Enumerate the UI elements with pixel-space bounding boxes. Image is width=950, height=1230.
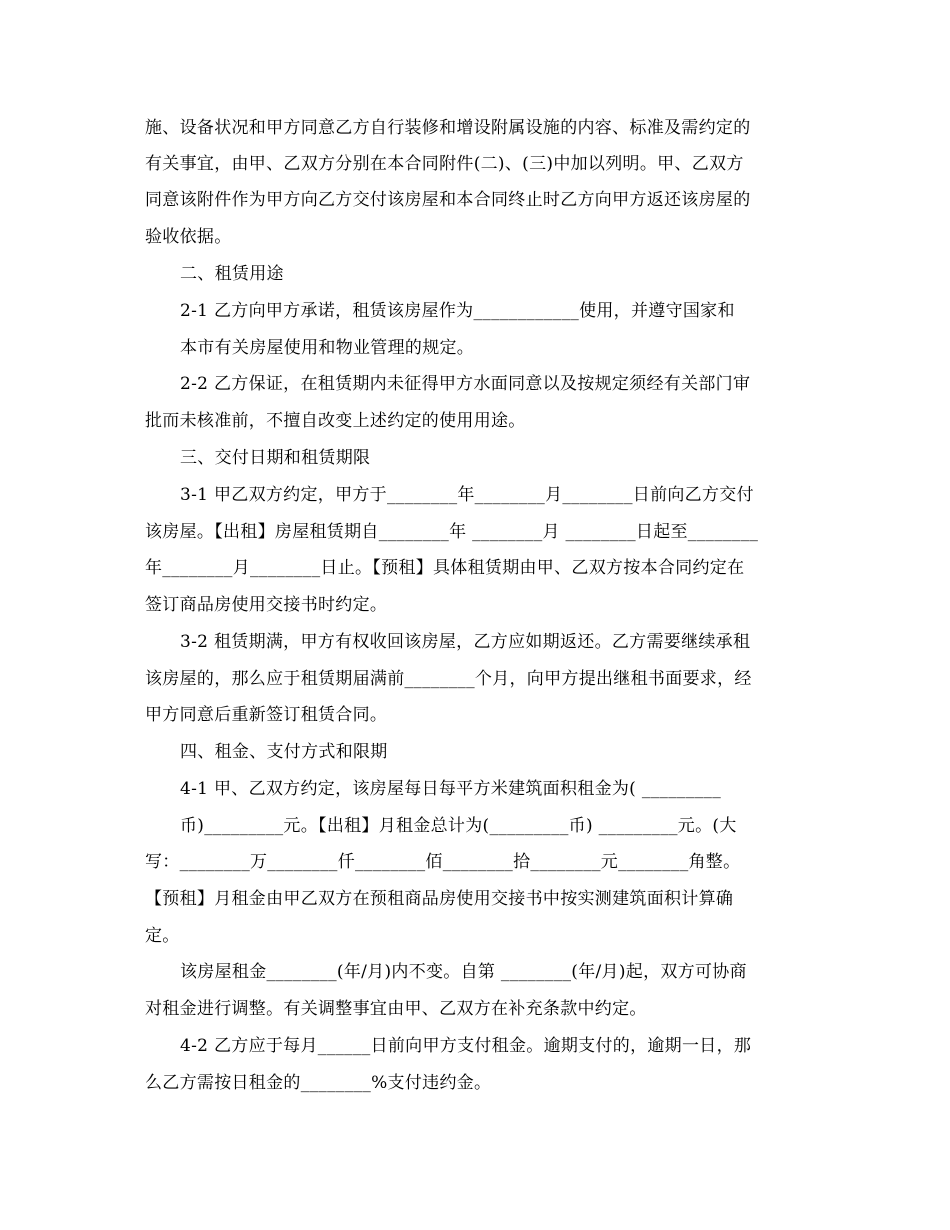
text-line: 3-1 甲乙双方约定，甲方于________年________月________日前向乙方交付 (180, 485, 754, 505)
text-line: 该房屋租金________(年/月)内不变。自第 ________(年/月)起，双方可协商 (180, 962, 747, 982)
text-line: 对租金进行调整。有关调整事宜由甲、乙双方在补充条款中约定。 (145, 999, 647, 1019)
text-line: 施、设备状况和甲方同意乙方自行装修和增设附属设施的内容、标准及需约定的 (145, 118, 751, 138)
text-line: 币)_________元。【出租】月租金总计为(_________币) _________元。(大 (180, 816, 737, 836)
text-line: 批而未核准前，不擅自改变上述约定的使用用途。 (145, 411, 526, 431)
text-line: 4-1 甲、乙双方约定，该房屋每日每平方米建筑面积租金为( _________ (180, 779, 722, 799)
text-line: 2-1 乙方向甲方承诺，租赁该房屋作为____________使用，并遵守国家和 (180, 301, 735, 321)
text-line: 4-2 乙方应于每月______日前向甲方支付租金。逾期支付的，逾期一日，那 (180, 1036, 752, 1056)
text-line: 么乙方需按日租金的________%支付违约金。 (145, 1073, 492, 1093)
text-line: 甲方同意后重新签订租赁合同。 (145, 705, 388, 725)
text-line: 写：________万________仟________佰________拾________元________角整。 (145, 852, 741, 872)
text-line: 2-2 乙方保证，在租赁期内未征得甲方水面同意以及按规定须经有关部门审 (180, 374, 751, 394)
text-line: 该房屋的，那么应于租赁期届满前________个月，向甲方提出继租书面要求，经 (145, 669, 752, 689)
text-line: 本市有关房屋使用和物业管理的规定。 (180, 338, 475, 358)
text-line: 3-2 租赁期满，甲方有权收回该房屋，乙方应如期返还。乙方需要继续承租 (180, 632, 751, 652)
text-line: 年________月________日止。【预租】具体租赁期由甲、乙双方按本合同约定在 (145, 558, 745, 578)
text-line: 定。 (145, 926, 180, 946)
section-heading: 三、交付日期和租赁期限 (180, 448, 371, 468)
text-line: 该房屋。【出租】房屋租赁期自________年 ________月 ________日起至________ (145, 522, 759, 542)
section-heading: 二、租赁用途 (180, 264, 284, 284)
section-heading: 四、租金、支付方式和限期 (180, 742, 388, 762)
text-line: 有关事宜，由甲、乙双方分别在本合同附件(二)、(三)中加以列明。甲、乙双方 (145, 154, 744, 174)
text-line: 同意该附件作为甲方向乙方交付该房屋和本合同终止时乙方向甲方返还该房屋的 (145, 190, 751, 210)
text-line: 验收依据。 (145, 227, 232, 247)
text-line: 签订商品房使用交接书时约定。 (145, 595, 388, 615)
text-line: 【预租】月租金由甲乙双方在预租商品房使用交接书中按实测建筑面积计算确 (145, 889, 734, 909)
